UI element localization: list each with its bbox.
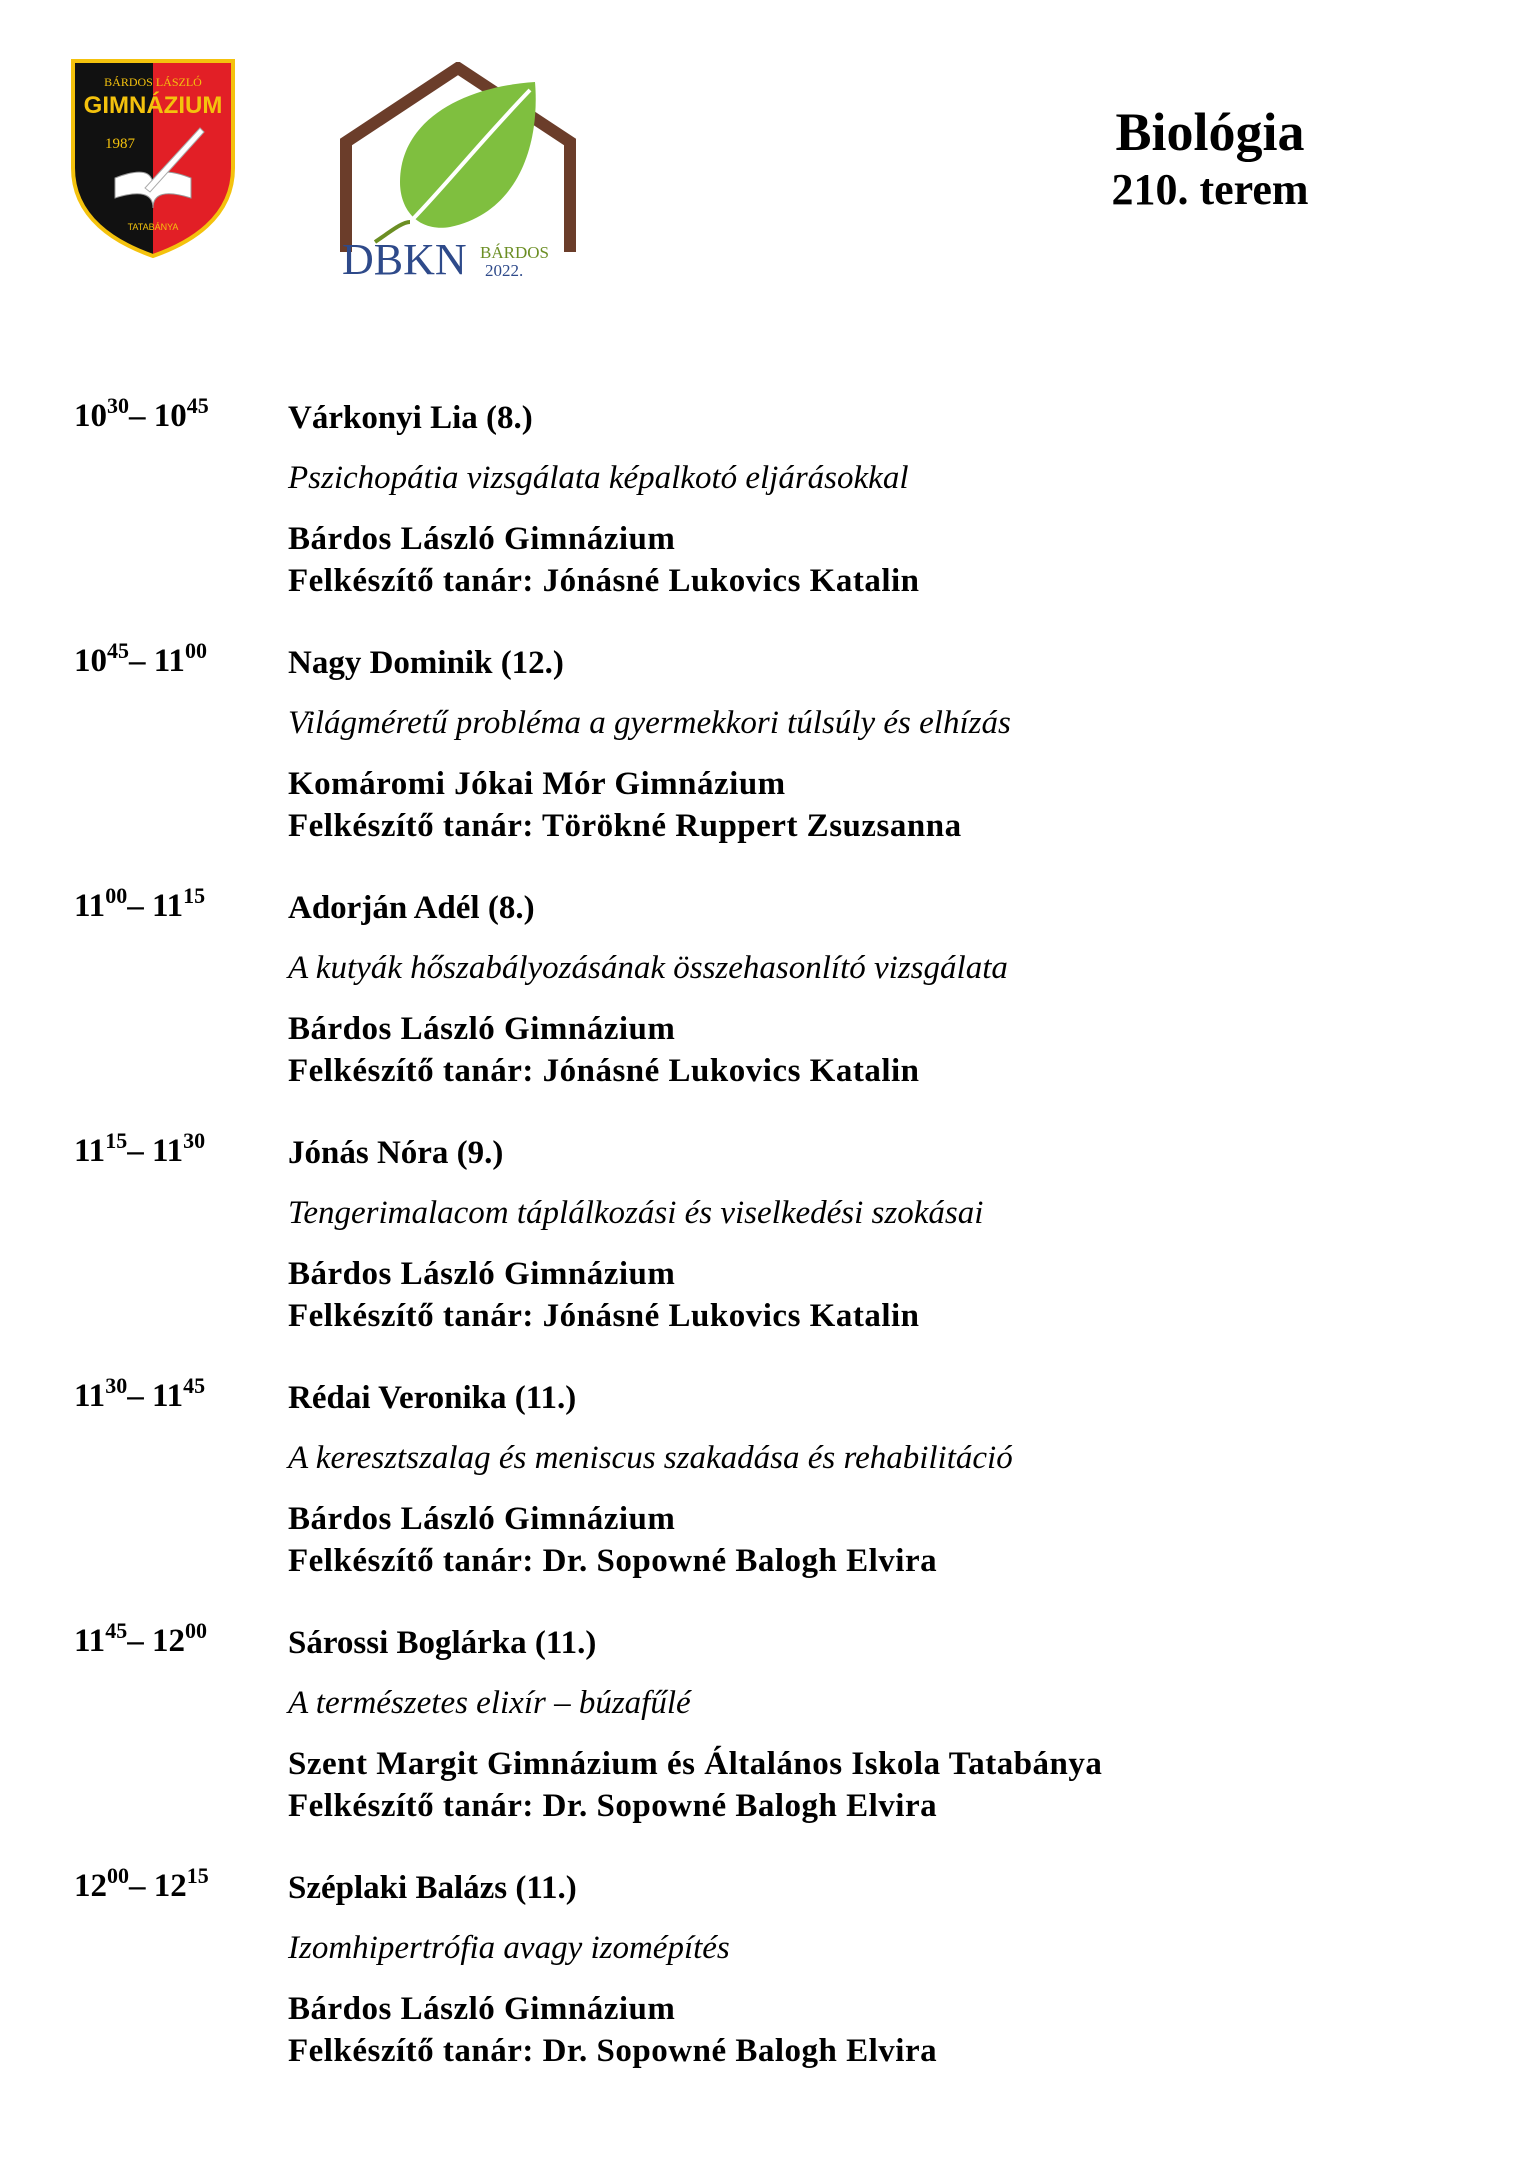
start-minute: 15: [105, 1128, 128, 1153]
teacher-name: Felkészítő tanár: Dr. Sopowné Balogh Elvira: [288, 1543, 938, 1579]
end-hour: 11: [151, 1133, 184, 1169]
teacher-name: Felkészítő tanár: Jónásné Lukovics Katalin: [288, 1298, 920, 1334]
entry-details: [288, 888, 1499, 1092]
start-minute: 30: [107, 393, 129, 418]
subject-title: Biológia: [1115, 102, 1305, 162]
time-slot: [74, 1863, 209, 1905]
start-minute: 45: [107, 638, 129, 663]
school-name: Komáromi Jókai Mór Gimnázium: [288, 766, 786, 802]
start-hour: 12: [74, 1868, 107, 1904]
student-name: Sárossi Boglárka (11.): [288, 1625, 597, 1661]
school-crest-logo: [70, 58, 236, 258]
entry-details: [288, 1623, 1499, 1827]
time-slot: [74, 883, 206, 925]
end-minute: 15: [186, 1863, 209, 1888]
schedule-list: [0, 390, 1539, 2105]
end-minute: 45: [183, 1373, 206, 1398]
end-hour: 11: [151, 1378, 184, 1414]
student-name: Széplaki Balázs (11.): [288, 1870, 577, 1906]
end-hour: 10: [153, 398, 187, 434]
schedule-entry: [0, 635, 1539, 880]
student-name: Várkonyi Lia (8.): [288, 400, 533, 436]
schedule-entry: [0, 1370, 1539, 1615]
start-hour: 11: [74, 1133, 106, 1169]
teacher-name: Felkészítő tanár: Dr. Sopowné Balogh Elvira: [288, 1788, 938, 1824]
time-dash: –: [129, 398, 154, 434]
start-hour: 10: [74, 398, 107, 434]
start-hour: 10: [74, 643, 107, 679]
teacher-name: Felkészítő tanár: Jónásné Lukovics Katalin: [288, 1053, 920, 1089]
time-slot: [74, 638, 207, 680]
time-slot: [74, 1618, 207, 1660]
start-minute: 00: [105, 883, 128, 908]
crest-year: 1987: [105, 136, 135, 152]
entry-details: [288, 1378, 1499, 1582]
page-header: [1040, 100, 1380, 216]
schedule-entry: [0, 1860, 1539, 2105]
dbkn-sub1: BÁRDOS: [480, 243, 549, 262]
start-minute: 30: [105, 1373, 128, 1398]
entry-details: [288, 398, 1499, 602]
teacher-name: Felkészítő tanár: Törökné Ruppert Zsuzsanna: [288, 808, 962, 844]
school-name: Szent Margit Gimnázium és Általános Iskola Tatabánya: [288, 1746, 1103, 1782]
presentation-title: A keresztszalag és meniscus szakadása és rehabilitáció: [288, 1440, 1013, 1476]
student-name: Nagy Dominik (12.): [288, 645, 564, 681]
student-name: Rédai Veronika (11.): [288, 1380, 577, 1416]
presentation-title: A kutyák hőszabályozásának összehasonlító vizsgálata: [288, 950, 1008, 986]
crest-city: TATABÁNYA: [127, 222, 179, 232]
teacher-name: Felkészítő tanár: Dr. Sopowné Balogh Elvira: [288, 2033, 938, 2069]
time-dash: –: [127, 1133, 152, 1169]
schedule-entry: [0, 390, 1539, 635]
dbkn-text: DBKN: [342, 235, 467, 284]
end-hour: 11: [153, 643, 185, 679]
time-dash: –: [129, 1868, 154, 1904]
teacher-name: Felkészítő tanár: Jónásné Lukovics Katalin: [288, 563, 920, 599]
time-dash: –: [127, 1623, 152, 1659]
dbkn-sub2: 2022.: [485, 261, 524, 280]
start-hour: 11: [74, 888, 106, 924]
school-name: Bárdos László Gimnázium: [288, 1011, 676, 1047]
start-minute: 00: [107, 1863, 129, 1888]
time-dash: –: [127, 1378, 152, 1414]
student-name: Jónás Nóra (9.): [288, 1135, 504, 1171]
end-hour: 12: [153, 1868, 187, 1904]
time-dash: –: [127, 888, 152, 924]
room-label: 210. terem: [1111, 165, 1309, 214]
entry-details: [288, 1868, 1499, 2072]
presentation-title: Világméretű probléma a gyermekkori túlsúly és elhízás: [288, 705, 1011, 741]
end-minute: 15: [183, 883, 206, 908]
presentation-title: Izomhipertrófia avagy izomépítés: [288, 1930, 730, 1966]
end-hour: 11: [151, 888, 184, 924]
schedule-entry: [0, 1615, 1539, 1860]
end-minute: 45: [186, 393, 209, 418]
presentation-title: Tengerimalacom táplálkozási és viselkedési szokásai: [288, 1195, 984, 1231]
crest-line2: GIMNÁZIUM: [83, 92, 223, 119]
time-slot: [74, 393, 209, 435]
start-hour: 11: [74, 1378, 106, 1414]
end-minute: 00: [184, 638, 207, 663]
schedule-entry: [0, 880, 1539, 1125]
school-name: Bárdos László Gimnázium: [288, 1256, 676, 1292]
time-dash: –: [129, 643, 154, 679]
end-hour: 12: [151, 1623, 185, 1659]
crest-line1: BÁRDOS LÁSZLÓ: [104, 75, 202, 89]
student-name: Adorján Adél (8.): [288, 890, 535, 926]
presentation-title: Pszichopátia vizsgálata képalkotó eljárásokkal: [288, 460, 909, 496]
entry-details: [288, 1133, 1499, 1337]
start-minute: 45: [105, 1618, 128, 1643]
end-minute: 00: [184, 1618, 207, 1643]
end-minute: 30: [183, 1128, 206, 1153]
school-name: Bárdos László Gimnázium: [288, 1501, 676, 1537]
school-name: Bárdos László Gimnázium: [288, 521, 676, 557]
schedule-entry: [0, 1125, 1539, 1370]
presentation-title: A természetes elixír – búzafűlé: [288, 1685, 691, 1721]
school-name: Bárdos László Gimnázium: [288, 1991, 676, 2027]
start-hour: 11: [74, 1623, 106, 1659]
time-slot: [74, 1373, 206, 1415]
entry-details: [288, 643, 1499, 847]
dbkn-logo: [340, 62, 576, 284]
time-slot: [74, 1128, 206, 1170]
